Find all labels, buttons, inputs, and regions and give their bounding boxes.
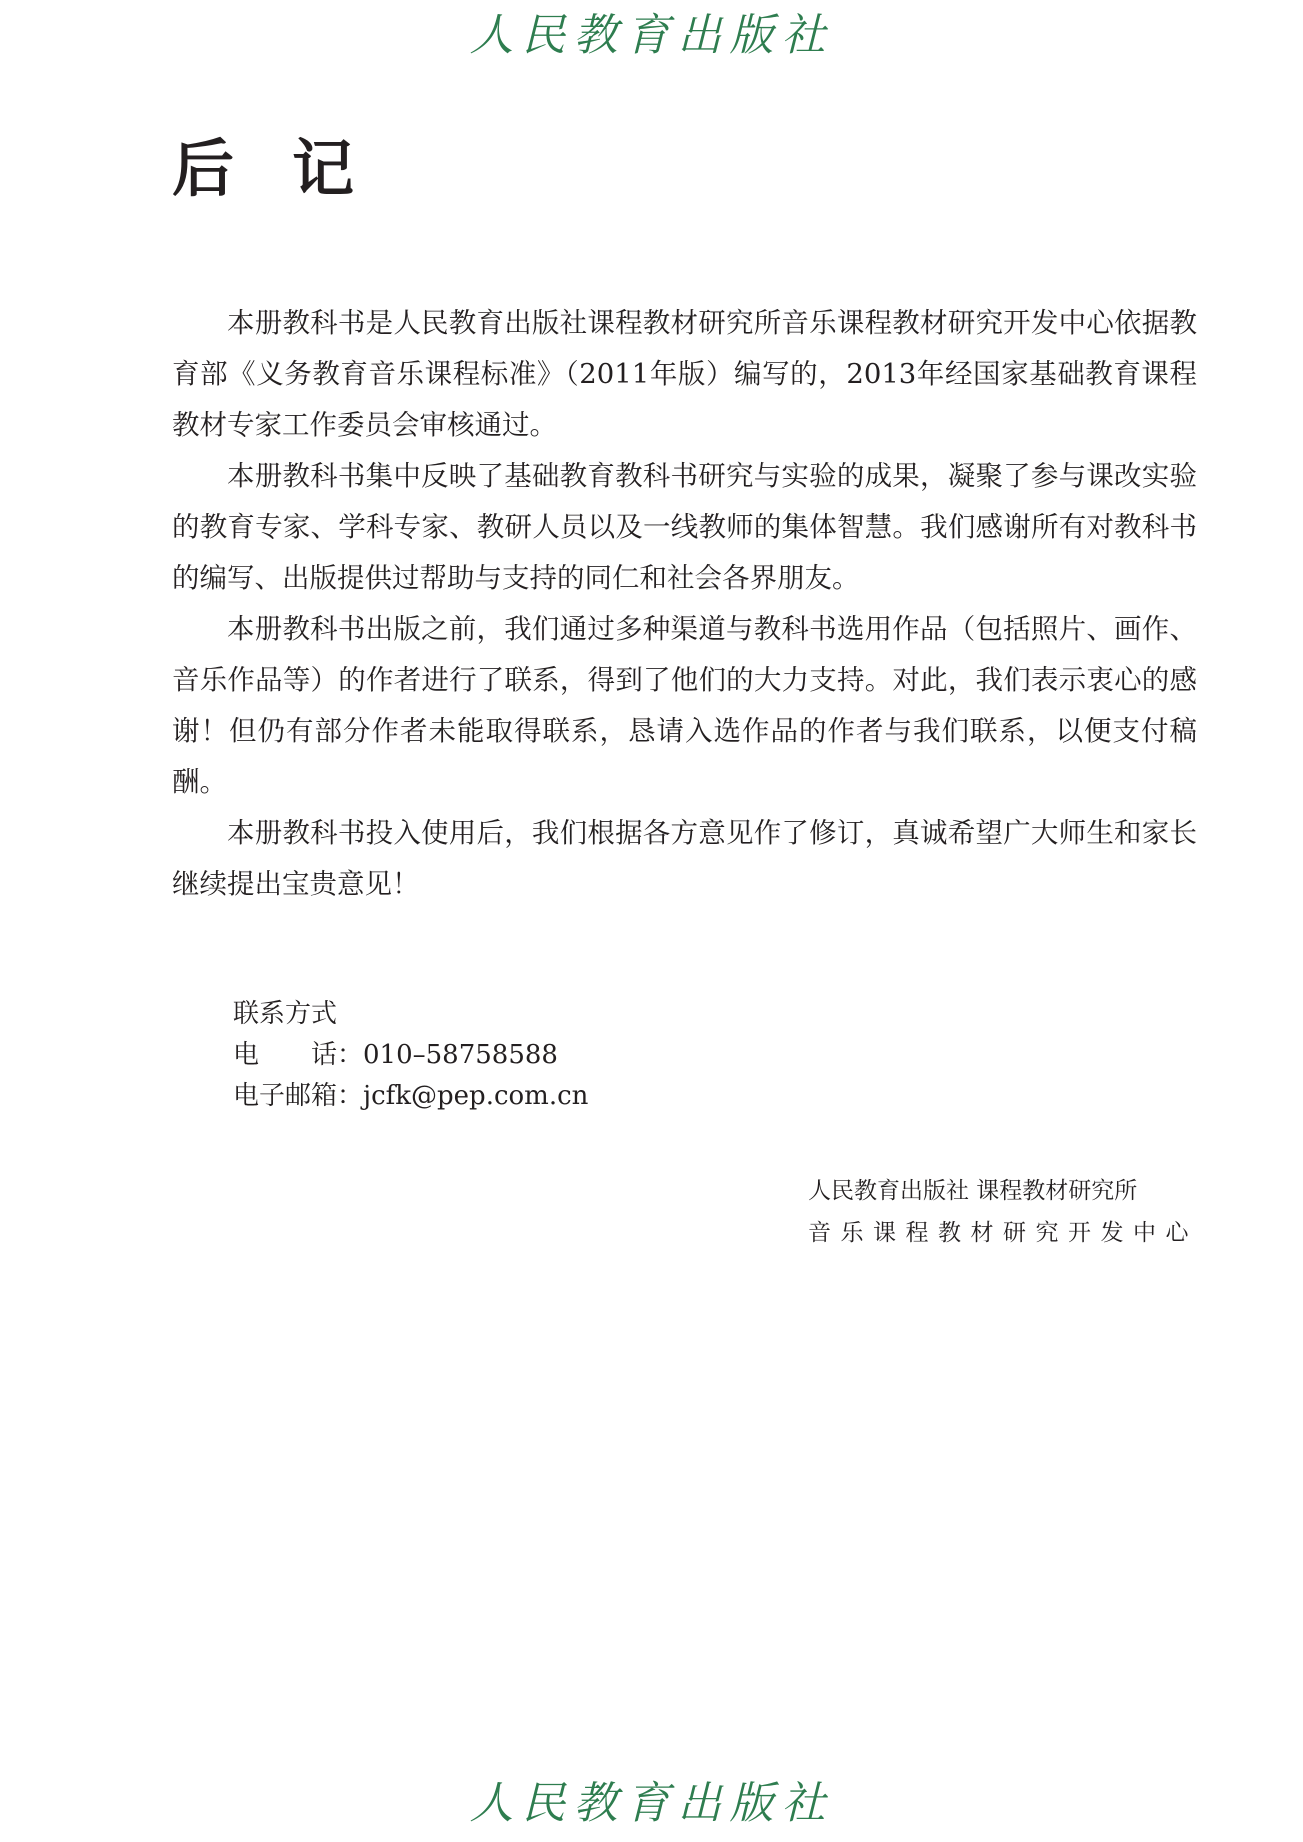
phone-label: 电 话：: [233, 1040, 364, 1070]
paragraph-4: 本册教科书投入使用后，我们根据各方意见作了修订，真诚希望广大师生和家长继续提出宝贵意见！: [172, 817, 1197, 900]
email-address: jcfk@pep.com.cn: [363, 1081, 589, 1111]
phone-number: 010–58758588: [363, 1040, 558, 1070]
paragraph-3: 本册教科书出版之前，我们通过多种渠道与教科书选用作品（包括照片、画作、音乐作品等）的作者进行了联系，得到了他们的大力支持。对此，我们表示衷心的感谢！但仍有部分作者未能取得联系，恳请入选作品的作者与我们联系，以便支付稿酬。: [172, 613, 1197, 798]
signature-line-2: 音乐课程教材研究开发中心: [808, 1220, 1198, 1246]
publisher-logo-bottom: 人民教育出版社: [469, 1778, 834, 1829]
contact-block: [233, 994, 588, 1117]
signature-block: [808, 1170, 1198, 1254]
publisher-logo-top: 人民教育出版社: [469, 10, 834, 61]
signature-line-1: 人民教育出版社 课程教材研究所: [808, 1178, 1138, 1204]
afterword-body: [172, 298, 1197, 910]
contact-phone-row: [233, 1035, 588, 1076]
page-title: 后记: [172, 132, 413, 205]
paragraph-1: 本册教科书是人民教育出版社课程教材研究所音乐课程教材研究开发中心依据教育部《义务教育音乐课程标准》（2011年版）编写的，2013年经国家基础教育课程教材专家工作委员会审核通过。: [172, 307, 1197, 441]
email-label: 电子邮箱：: [233, 1081, 364, 1111]
contact-email-row: [233, 1076, 588, 1117]
paragraph-2: 本册教科书集中反映了基础教育教科书研究与实验的成果，凝聚了参与课改实验的教育专家、学科专家、教研人员以及一线教师的集体智慧。我们感谢所有对教科书的编写、出版提供过帮助与支持的同仁和社会各界朋友。: [172, 460, 1197, 594]
contact-heading: 联系方式: [233, 999, 338, 1029]
